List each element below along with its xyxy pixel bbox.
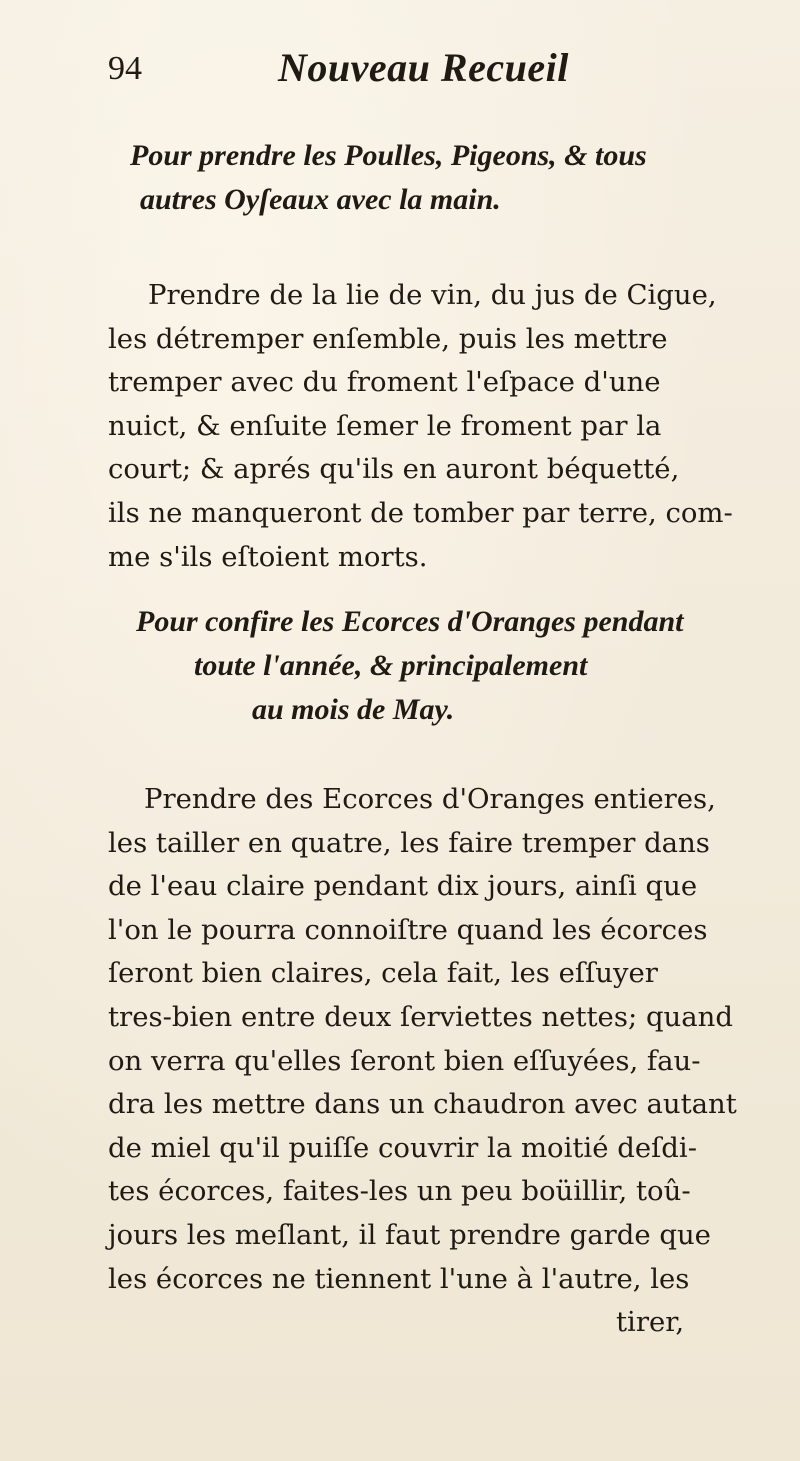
section-title [0, 134, 800, 222]
body-line: tres-bien entre deux ſerviettes nettes; quand [108, 1000, 733, 1033]
body-line: les écorces ne tiennent l'une à l'autre, les [108, 1262, 690, 1295]
body-line: nuict, & enſuite ſemer le froment par la [108, 409, 662, 442]
body-line: les tailler en quatre, les faire tremper dans [108, 826, 710, 859]
section-title-line: Pour prendre les Poulles, Pigeons, & tous [130, 139, 647, 172]
body-line: jours les meſlant, il faut prendre garde que [108, 1218, 711, 1251]
body-line: tirer, [616, 1306, 685, 1339]
page-header [108, 44, 708, 104]
body-line: l'on le pourra connoiſtre quand les écorces [108, 913, 708, 946]
recipe-section-orange-peels [0, 600, 800, 1345]
body-line: les détremper enſemble, puis les mettre [108, 322, 668, 355]
page-number: 94 [108, 50, 142, 87]
body-line: de l'eau claire pendant dix jours, ainſi que [108, 870, 698, 903]
body-line: de miel qu'il puiſſe couvrir la moitié deſdi- [108, 1131, 697, 1164]
body-line: ſeront bien claires, cela fait, les eſſuyer [108, 957, 658, 990]
section-body [0, 274, 800, 579]
body-line: on verra qu'elles ſeront bien eſſuyées, fau- [108, 1044, 701, 1077]
body-line: court; & aprés qu'ils en auront béquetté, [108, 453, 680, 486]
body-line: tes écorces, faites-les un peu boüillir, toû- [108, 1175, 691, 1208]
section-title-line: Pour confire les Ecorces d'Oranges pendant [136, 605, 684, 638]
recipe-section-poultry [0, 134, 800, 579]
section-title [0, 600, 800, 732]
body-line: me s'ils eſtoient morts. [108, 540, 428, 573]
section-body [0, 778, 800, 1345]
body-line: Prendre de la lie de vin, du jus de Cigue, [148, 279, 717, 311]
body-line: tremper avec du froment l'eſpace d'une [108, 366, 661, 399]
running-title: Nouveau Recueil [278, 45, 569, 90]
body-line: ils ne manqueront de tomber par terre, com- [108, 496, 733, 529]
section-title-line: toute l'année, & principalement [194, 649, 588, 682]
body-line: Prendre des Ecorces d'Oranges entieres, [144, 783, 716, 815]
body-line: dra les mettre dans un chaudron avec autant [108, 1088, 737, 1121]
section-title-line: au mois de May. [252, 693, 455, 726]
section-title-line: autres Oyſeaux avec la main. [140, 183, 501, 216]
